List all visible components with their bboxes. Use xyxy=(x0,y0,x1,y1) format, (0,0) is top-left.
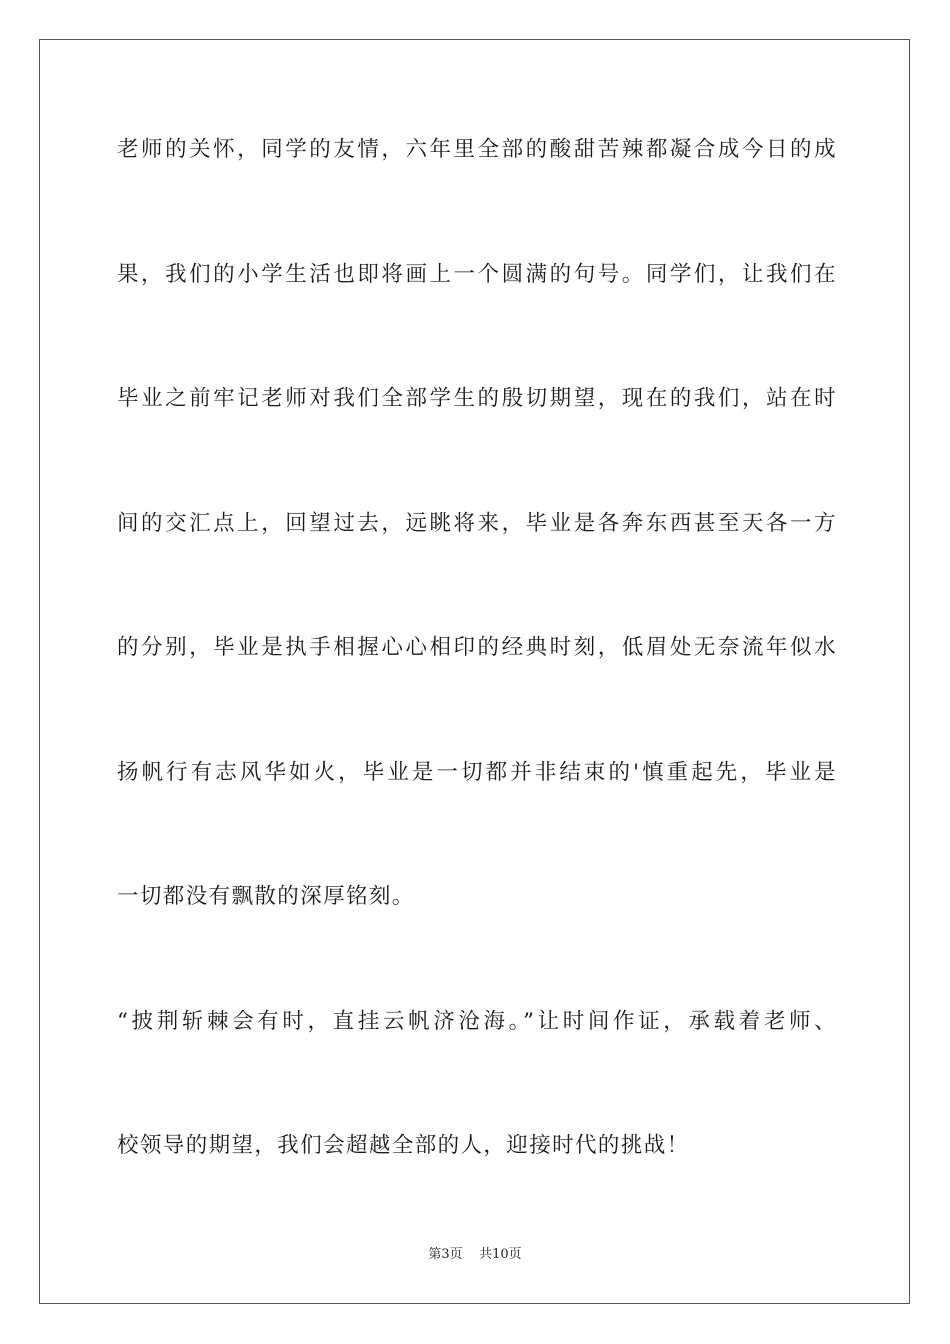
page-border xyxy=(39,39,910,1304)
paragraph-line: 老师的关怀，同学的友情，六年里全部的酸甜苦辣都凝合成今日的成 xyxy=(117,137,837,162)
page-number: 第3页 xyxy=(428,1247,463,1262)
total-pages: 共10页 xyxy=(479,1247,522,1262)
paragraph-line: 间的交汇点上，回望过去，远眺将来，毕业是各奔东西甚至天各一方 xyxy=(117,511,837,536)
paragraph-line: 的分别，毕业是执手相握心心相印的经典时刻，低眉处无奈流年似水 xyxy=(117,635,837,660)
paragraph-line: “披荆斩棘会有时，直挂云帆济沧海。”让时间作证，承载着老师、 xyxy=(117,1009,837,1034)
paragraph-line: 果，我们的小学生活也即将画上一个圆满的句号。同学们，让我们在 xyxy=(117,262,837,287)
paragraph-line: 毕业之前牢记老师对我们全部学生的殷切期望，现在的我们，站在时 xyxy=(117,386,837,411)
page-footer xyxy=(0,1246,950,1264)
paragraph-line: 扬帆行有志风华如火，毕业是一切都并非结束的'慎重起先，毕业是 xyxy=(117,760,837,785)
paragraph-line: 校领导的期望，我们会超越全部的人，迎接时代的挑战！ xyxy=(117,1133,690,1158)
paragraph-line: 一切都没有飘散的深厚铭刻。 xyxy=(117,884,415,909)
